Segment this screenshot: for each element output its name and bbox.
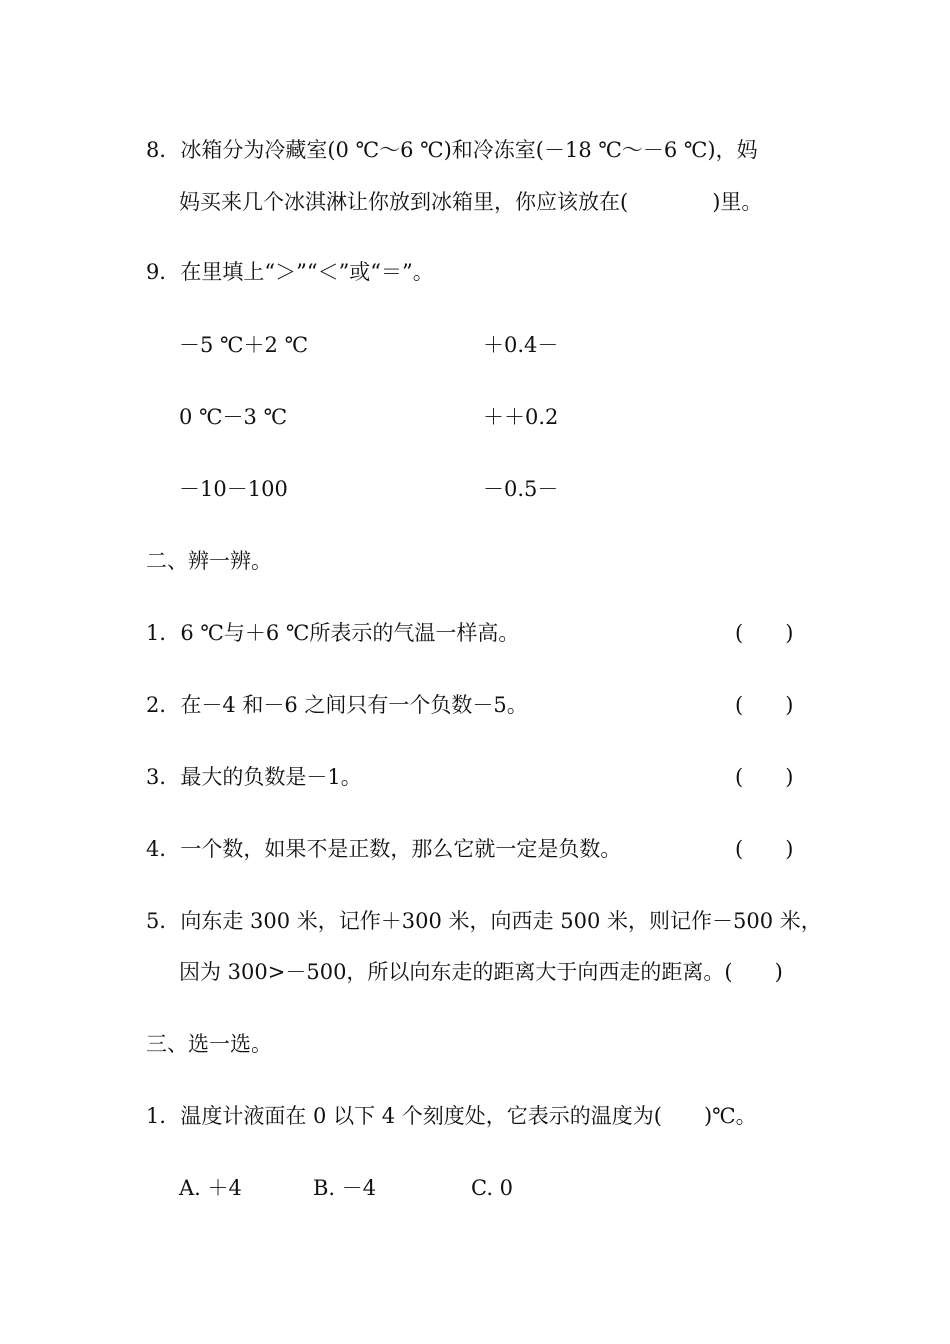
choice-option-b[interactable]: B. －4: [313, 1176, 377, 1200]
judge-item-4-answer-blank[interactable]: ( ): [735, 837, 794, 861]
compare-item-2-left: 0 ℃－3 ℃: [179, 405, 288, 429]
compare-item-3-left: －10－100: [179, 477, 288, 501]
choice-question-1: 1．温度计液面在 0 以下 4 个刻度处，它表示的温度为( )℃。: [146, 1104, 757, 1128]
judge-item-4: 4．一个数，如果不是正数，那么它就一定是负数。: [146, 837, 622, 861]
judge-item-1-answer-blank[interactable]: ( ): [735, 621, 794, 645]
choice-option-c[interactable]: C. 0: [471, 1176, 514, 1200]
judge-item-2: 2．在－4 和－6 之间只有一个负数－5。: [146, 693, 528, 717]
compare-item-1-right: ＋0.4－: [483, 333, 559, 357]
compare-item-1-left: －5 ℃＋2 ℃: [179, 333, 309, 357]
judge-item-1: 1．6 ℃与＋6 ℃所表示的气温一样高。: [146, 621, 520, 645]
judge-item-5-line-1: 5．向东走 300 米，记作＋300 米，向西走 500 米，则记作－500 米，: [146, 909, 822, 933]
question-8-line-2: 妈买来几个冰淇淋让你放到冰箱里，你应该放在( )里。: [179, 190, 763, 214]
question-9-prompt: 9．在里填上“＞”“＜”或“＝”。: [146, 260, 434, 284]
compare-item-3-right: －0.5－: [483, 477, 559, 501]
compare-item-2-right: ＋＋0.2: [483, 405, 559, 429]
judge-item-3: 3．最大的负数是－1。: [146, 765, 362, 789]
question-8-line-1: 8．冰箱分为冷藏室(0 ℃～6 ℃)和冷冻室(－18 ℃～－6 ℃)，妈: [146, 138, 758, 162]
judge-item-3-answer-blank[interactable]: ( ): [735, 765, 794, 789]
judge-item-2-answer-blank[interactable]: ( ): [735, 693, 794, 717]
choice-option-a[interactable]: A. ＋4: [179, 1176, 242, 1200]
judge-item-5-line-2: 因为 300>－500，所以向东走的距离大于向西走的距离。( ): [179, 960, 783, 984]
section-3-heading: 三、选一选。: [146, 1032, 272, 1056]
section-2-heading: 二、辨一辨。: [146, 549, 272, 573]
